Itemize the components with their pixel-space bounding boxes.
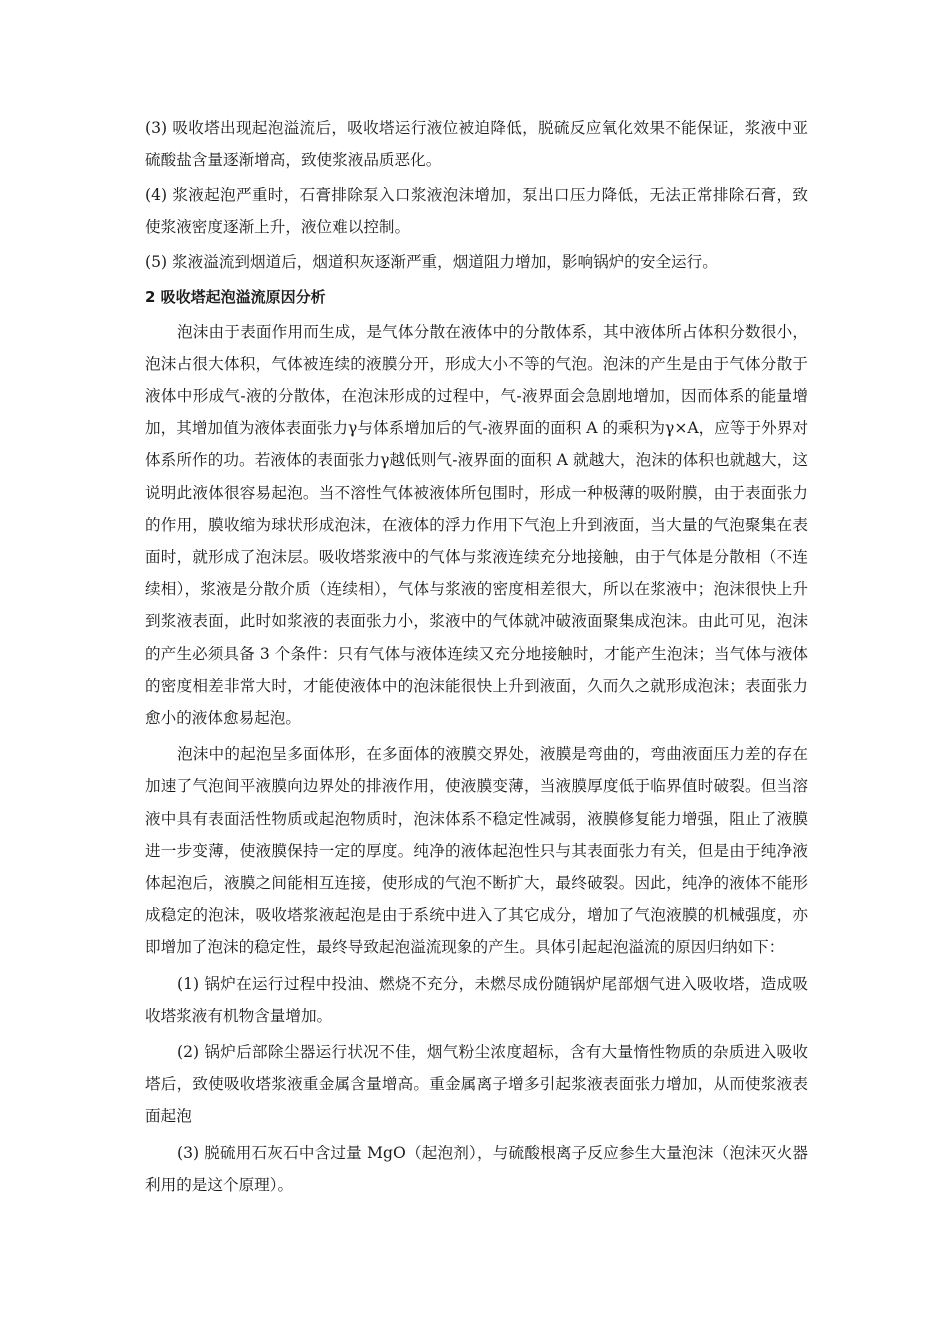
list-item-cause-1: (1) 锅炉在运行过程中投油、燃烧不充分，未燃尽成份随锅炉尾部烟气进入吸收塔，造成吸收塔浆液有机物含量增加。 [145, 974, 808, 1025]
paragraph-foam-stability: 泡沫中的起泡呈多面体形，在多面体的液膜交界处，液膜是弯曲的，弯曲液面压力差的存在加速了气泡间平液膜向边界处的排液作用，使液膜变薄，当液膜厚度低于临界值时破裂。但当溶液中具有表面活性物质或起泡物质时，泡沫体系不稳定性减弱，液膜修复能力增强，阻止了液膜进一步变薄，使液膜保持一定的厚度。纯净的液体起泡性只与其表面张力有关，但是由于纯净液体起泡后，液膜之间能相互连接，使形成的气泡不断扩大，最终破裂。因此，纯净的液体不能形成稳定的泡沫，吸收塔浆液起泡是由于系统中进入了其它成分，增加了气泡液膜的机械强度，亦即增加了泡沫的稳定性，最终导致起泡溢流现象的产生。具体引起起泡溢流的原因归纳如下： [145, 745, 808, 957]
paragraph-foam-formation: 泡沫由于表面作用而生成，是气体分散在液体中的分散体系，其中液体所占体积分数很小，泡沫占很大体积，气体被连续的液膜分开，形成大小不等的气泡。泡沫的产生是由于气体分散于液体中形成气-液的分散体，在泡沫形成的过程中，气-液界面会急剧地增加，因而体系的能量增加，其增加值为液体表面张力γ与体系增加后的气-液界面的面积 A 的乘积为γ×A，应等于外界对体系所作的功。若液体的表面张力γ越低则气-液界面的面积 A 就越大，泡沫的体积也就越大，这说明此液体很容易起泡。当不溶性气体被液体所包围时，形成一种极薄的吸附膜，由于表面张力的作用，膜收缩为球状形成泡沫，在液体的浮力作用下气泡上升到液面，当大量的气泡聚集在表面时，就形成了泡沫层。吸收塔浆液中的气体与浆液连续充分地接触，由于气体是分散相（不连续相），浆液是分散介质（连续相），气体与浆液的密度相差很大，所以在浆液中；泡沫很快上升到浆液表面，此时如浆液的表面张力小，浆液中的气体就冲破液面聚集成泡沫。由此可见，泡沫的产生必须具备 3 个条件：只有气体与液体连续又充分地接触时，才能产生泡沫；当气体与液体的密度相差非常大时，才能使液体中的泡沫能很快上升到液面，久而久之就形成泡沫；表面张力愈小的液体愈易起泡。 [145, 322, 808, 727]
list-item-cause-2: (2) 锅炉后部除尘器运行状况不佳，烟气粉尘浓度超标，含有大量惰性物质的杂质进入吸收塔后，致使吸收塔浆液重金属含量增高。重金属离子增多引起浆液表面张力增加，从而使浆液表面起泡 [145, 1042, 808, 1126]
list-item-effect-4: (4) 浆液起泡严重时，石膏排除泵入口浆液泡沫增加，泵出口压力降低，无法正常排除石膏，致使浆液密度逐渐上升，液位难以控制。 [145, 185, 808, 237]
list-item-effect-5: (5) 浆液溢流到烟道后，烟道积灰逐渐严重，烟道阻力增加，影响锅炉的安全运行。 [145, 252, 718, 271]
list-item-cause-3: (3) 脱硫用石灰石中含过量 MgO（起泡剂），与硫酸根离子反应参生大量泡沫（泡沫灭火器利用的是这个原理）。 [145, 1143, 808, 1194]
section-heading: 2 吸收塔起泡溢流原因分析 [145, 287, 326, 306]
list-item-effect-3: (3) 吸收塔出现起泡溢流后，吸收塔运行液位被迫降低，脱硫反应氧化效果不能保证，浆液中亚硫酸盐含量逐渐增高，致使浆液品质恶化。 [145, 119, 808, 170]
